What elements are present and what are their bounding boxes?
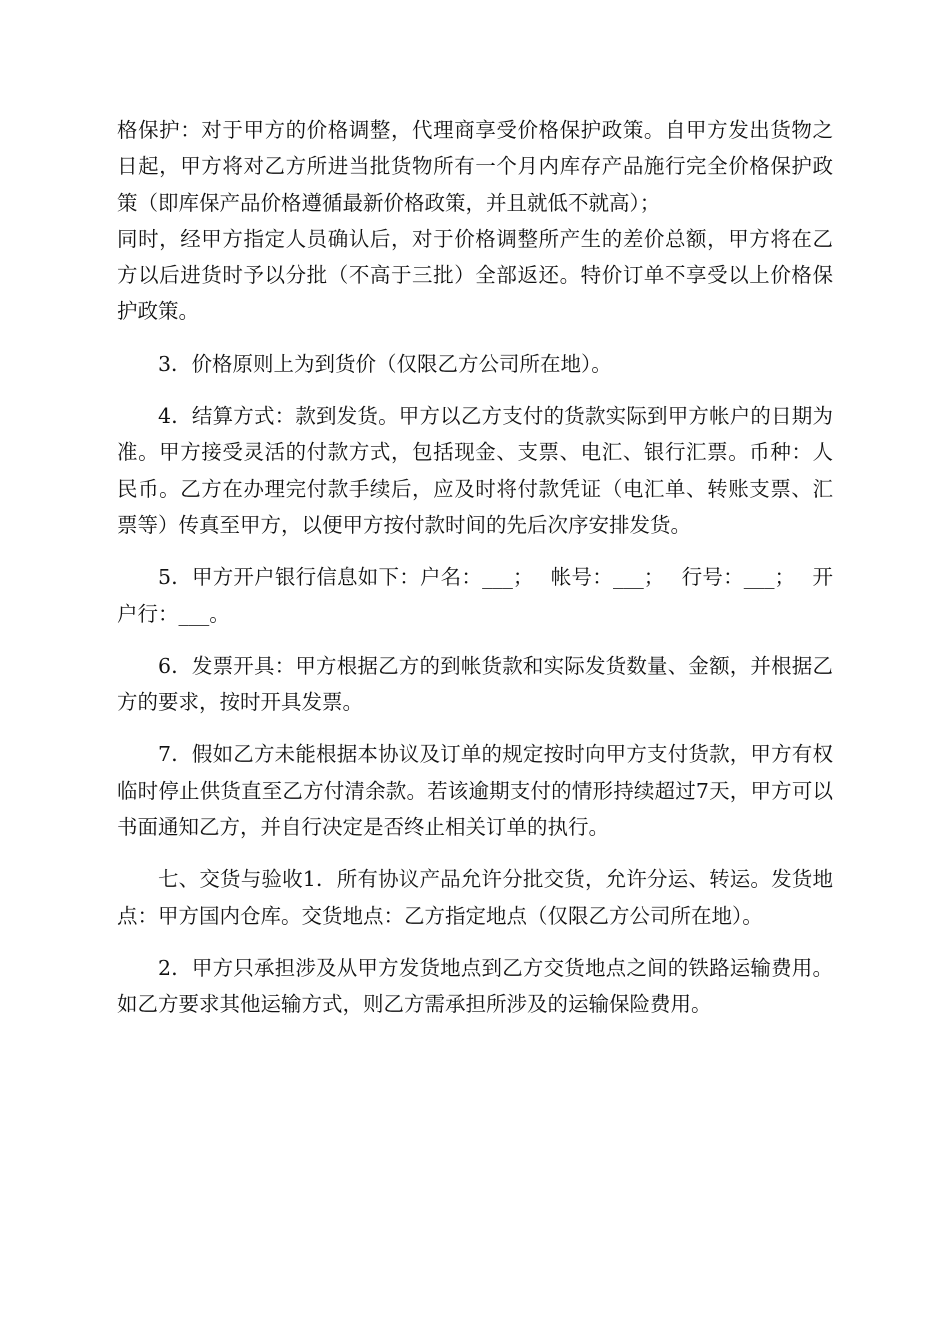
paragraph-section-7-clause-2: 2．甲方只承担涉及从甲方发货地点到乙方交货地点之间的铁路运输费用。如乙方要求其他运输方式，则乙方需承担所涉及的运输保险费用。 xyxy=(117,955,833,1017)
paragraph-price-protection: 格保护：对于甲方的价格调整，代理商享受价格保护政策。自甲方发出货物之日起，甲方将对乙方所进当批货物所有一个月内库存产品施行完全价格保护政策（即库保产品价格遵循最新价格政策，并且就低不就高）； xyxy=(117,118,833,215)
paragraph-clause-5: 5．甲方开户银行信息如下：户名：___； 帐号：___； 行号：___； 开户行：___。 xyxy=(117,565,833,626)
paragraph-clause-6: 6．发票开具：甲方根据乙方的到帐货款和实际发货数量、金额，并根据乙方的要求，按时开具发票。 xyxy=(117,653,833,715)
document-body xyxy=(117,112,833,1023)
paragraph-clause-4: 4．结算方式：款到发货。甲方以乙方支付的货款实际到甲方帐户的日期为准。甲方接受灵活的付款方式，包括现金、支票、电汇、银行汇票。币种：人民币。乙方在办理完付款手续后，应及时将付款凭证（电汇单、转账支票、汇票等）传真至甲方，以便甲方按付款时间的先后次序安排发货。 xyxy=(117,404,833,537)
paragraph-section-7: 七、交货与验收1．所有协议产品允许分批交货，允许分运、转运。发货地点：甲方国内仓库。交货地点：乙方指定地点（仅限乙方公司所在地）。 xyxy=(117,867,833,928)
paragraph-clause-7: 7．假如乙方未能根据本协议及订单的规定按时向甲方支付货款，甲方有权临时停止供货直至乙方付清余款。若该逾期支付的情形持续超过7天，甲方可以书面通知乙方，并自行决定是否终止相关订单的执行。 xyxy=(117,742,833,840)
paragraph-clause-3: 3．价格原则上为到货价（仅限乙方公司所在地）。 xyxy=(158,351,612,376)
paragraph-price-difference-return: 同时，经甲方指定人员确认后，对于价格调整所产生的差价总额，甲方将在乙方以后进货时予以分批（不高于三批）全部返还。特价订单不享受以上价格保护政策。 xyxy=(117,226,833,324)
